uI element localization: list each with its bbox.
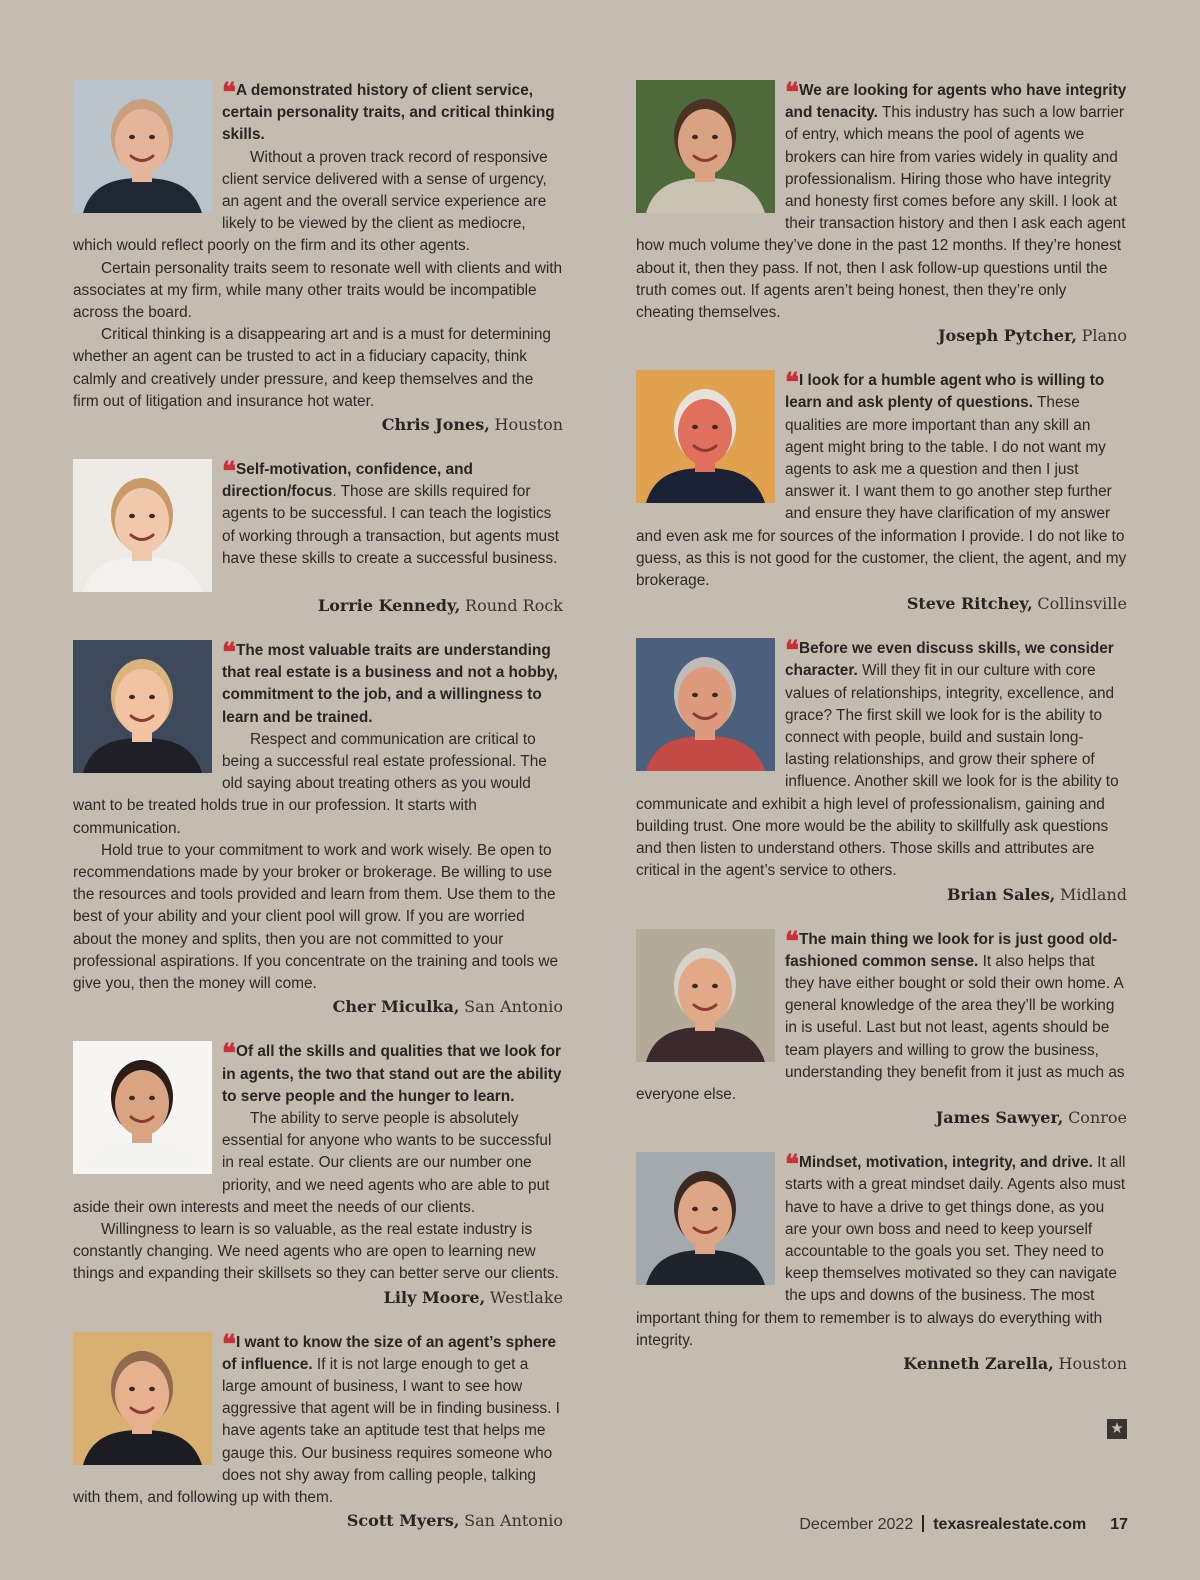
portrait-graphic bbox=[636, 370, 775, 503]
end-star-icon: ★ bbox=[1107, 1419, 1127, 1439]
quote-paragraph: The ability to serve people is absolutely essential for anyone who wants to be successful in real estate. Our clients are our number one priority, and we need agents who are able to put aside their own interests and meet the needs of our clients. bbox=[73, 1109, 552, 1216]
page-number: 17 bbox=[1110, 1516, 1128, 1533]
headshot-photo bbox=[636, 929, 775, 1062]
broker-city: Conroe bbox=[1068, 1108, 1127, 1128]
quote-lead: I want to know the size of an agent’s sphere of influence. bbox=[222, 1333, 557, 1373]
quote-lead: Before we even discuss skills, we consider character. bbox=[785, 640, 1114, 680]
portrait-graphic bbox=[73, 640, 212, 773]
broker-name: Brian Sales, bbox=[946, 884, 1056, 904]
quote-body: It all starts with a great mindset daily. Agents also must have to have a drive to get things done, as you are your own boss and need to keep yourself accountable to the goals you set. They need to keep themselves motivated so they can navigate the ups and downs of the business. The most important thing for them to remember is to always do everything with integrity. bbox=[636, 1154, 1126, 1349]
attribution bbox=[636, 592, 1127, 616]
portrait-graphic bbox=[73, 459, 212, 592]
headshot-photo bbox=[636, 638, 775, 771]
attribution bbox=[73, 594, 563, 618]
quote-lead: I look for a humble agent who is willing to learn and ask plenty of questions. bbox=[785, 372, 1105, 412]
attribution bbox=[73, 413, 563, 437]
broker-city: Round Rock bbox=[465, 596, 563, 616]
quote-mark-icon: ❝ bbox=[222, 1041, 234, 1070]
quote-mark-icon: ❝ bbox=[785, 370, 797, 399]
footer-divider bbox=[922, 1515, 924, 1532]
quote-lead: A demonstrated history of client service, certain personality traits, and critical thinking skills. bbox=[222, 82, 555, 144]
quote-mark-icon: ❝ bbox=[785, 928, 797, 957]
page-footer bbox=[799, 1515, 1128, 1534]
quote-body: If it is not large enough to get a large amount of business, I want to see how aggressive that agent will be in finding business. I have agents take an aptitude test that helps me gauge this. Our business requires someone who does not shy away from calling people, talking with them, and following up with them. bbox=[73, 1355, 560, 1506]
portrait-graphic bbox=[73, 1041, 212, 1174]
broker-city: San Antonio bbox=[464, 1511, 563, 1531]
right-column bbox=[636, 80, 1127, 1376]
footer-website-link[interactable]: texasrealestate.com bbox=[933, 1516, 1087, 1533]
quote-entry bbox=[636, 929, 1127, 1131]
broker-city: Plano bbox=[1081, 326, 1127, 346]
quote-mark-icon: ❝ bbox=[222, 1331, 234, 1360]
quote-body: These qualities are more important than any skill an agent might bring to the table. I do not want my agents to ask me a question and then I just answer it. I want them to go another step further and ensure they have clarification of my answer and even ask me for sources of the information I provide. I do not like to guess, as this is not good for the customer, the client, the agent, and my brokerage. bbox=[636, 394, 1127, 590]
broker-city: Houston bbox=[1058, 1353, 1127, 1373]
portrait-graphic bbox=[73, 1332, 212, 1465]
quote-entry bbox=[636, 370, 1127, 616]
headshot-photo bbox=[73, 640, 212, 773]
quote-lead: Mindset, motivation, integrity, and drive. bbox=[799, 1154, 1093, 1172]
quote-lead: We are looking for agents who have integrity and tenacity. bbox=[785, 82, 1127, 122]
broker-city: Collinsville bbox=[1037, 594, 1127, 614]
quote-paragraph: Willingness to learn is so valuable, as the real estate industry is constantly changing. We need agents who are open to learning new things and expanding their skillsets so they can better serve our clients. bbox=[73, 1220, 559, 1283]
portrait-graphic bbox=[636, 80, 775, 213]
broker-city: San Antonio bbox=[464, 997, 563, 1017]
headshot-photo bbox=[636, 1152, 775, 1285]
headshot-photo bbox=[636, 370, 775, 503]
headshot-photo bbox=[73, 80, 212, 213]
quote-mark-icon: ❝ bbox=[785, 80, 797, 108]
quote-mark-icon: ❝ bbox=[222, 640, 234, 669]
portrait-graphic bbox=[636, 638, 775, 771]
attribution bbox=[636, 1352, 1127, 1376]
headshot-photo bbox=[636, 80, 775, 213]
left-column bbox=[73, 80, 563, 1533]
quote-paragraph: Respect and communication are critical to being a successful real estate professional. The old saying about treating others as you would want to be treated holds true in our profession. It starts with communication. bbox=[73, 730, 547, 837]
portrait-graphic bbox=[636, 929, 775, 1062]
quote-entry bbox=[73, 1332, 563, 1534]
footer-date: December 2022 bbox=[799, 1516, 914, 1533]
broker-name: Kenneth Zarella, bbox=[903, 1353, 1054, 1373]
attribution bbox=[636, 883, 1127, 907]
quote-body: . Those are skills required for agents to be successful. I can teach the logistics of working through a transaction, but agents must have these skills to create a successful business. bbox=[222, 483, 560, 567]
broker-name: Chris Jones, bbox=[381, 415, 490, 435]
broker-city: Midland bbox=[1060, 884, 1127, 904]
broker-name: Steve Ritchey, bbox=[906, 594, 1033, 614]
portrait-graphic bbox=[636, 1152, 775, 1285]
attribution bbox=[73, 995, 563, 1019]
broker-name: Lorrie Kennedy, bbox=[318, 596, 461, 616]
quote-mark-icon: ❝ bbox=[785, 1152, 797, 1181]
quote-paragraph: Without a proven track record of responsive client service delivered with a sense of urgency, an agent and the overall service experience are likely to be viewed by the client as mediocre, which would reflect poorly on the firm and its other agents. bbox=[73, 148, 548, 255]
quote-mark-icon: ❝ bbox=[785, 638, 797, 667]
headshot-photo bbox=[73, 459, 212, 592]
quote-entry bbox=[636, 80, 1127, 348]
quote-entry bbox=[636, 1152, 1127, 1376]
quote-paragraph: Critical thinking is a disappearing art and is a must for determining whether an agent can be trusted to act in a fiduciary capacity, think calmly and creatively under pressure, and keep themselves and the firm out of litigation and insurance hot water. bbox=[73, 326, 551, 410]
headshot-photo bbox=[73, 1041, 212, 1174]
quote-entry bbox=[73, 459, 563, 618]
quote-mark-icon: ❝ bbox=[222, 459, 234, 488]
broker-name: Joseph Pytcher, bbox=[937, 326, 1077, 346]
quote-lead: Of all the skills and qualities that we look for in agents, the two that stand out are the ability to serve people and the hunger to learn. bbox=[222, 1043, 562, 1105]
quote-paragraph: Certain personality traits seem to resonate well with clients and with associates at my firm, while many other traits would be incompatible across the board. bbox=[73, 259, 563, 322]
portrait-graphic bbox=[73, 80, 212, 213]
attribution bbox=[73, 1509, 563, 1533]
attribution bbox=[636, 324, 1127, 348]
attribution bbox=[636, 1106, 1127, 1130]
quote-lead: The main thing we look for is just good old-fashioned common sense. bbox=[785, 930, 1118, 970]
quote-entry bbox=[73, 1041, 563, 1309]
quote-body: Will they fit in our culture with core values of relationships, integrity, excellence, and grace? The first skill we look for is the ability to connect with people, build and sustain long-lasting relationships, and grow their sphere of influence. Another skill we look for is the ability to communicate and exhibit a high level of professionalism, gaining and building trust. One more would be the ability to skillfully ask questions and then listen to understand others. Those skills and attributes are critical in the agent’s service to others. bbox=[636, 662, 1119, 880]
quote-entry bbox=[636, 638, 1127, 906]
quote-body: This industry has such a low barrier of entry, which means the pool of agents we brokers can hire from varies widely in quality and professionalism. Hiring those who have integrity and honesty first comes before any skill. I look at their transaction history and then I ask each agent how much volume they’ve done in the past 12 months. If they’re honest about it, then they pass. If not, then I ask follow-up questions until the truth comes out. If agents aren’t being honest, then they’re only cheating themselves. bbox=[636, 104, 1126, 322]
quote-lead: Self-motivation, confidence, and direction/focus bbox=[222, 461, 473, 501]
quote-lead: The most valuable traits are understanding that real estate is a business and not a hobby, commitment to the job, and a willingness to learn and be trained. bbox=[222, 642, 558, 726]
quote-entry bbox=[73, 640, 563, 1019]
broker-name: Lily Moore, bbox=[383, 1287, 486, 1307]
broker-city: Houston bbox=[494, 415, 563, 435]
quote-paragraph: Hold true to your commitment to work and work wisely. Be open to recommendations made by your broker or brokerage. Be willing to use the resources and tools provided and learn from them. Use them to the best of your ability and your client pool will grow. If you are worried about the money and splits, then you are not committed to your professional aspirations. If you concentrate on the training and tools we give you, then the money will come. bbox=[73, 841, 559, 993]
broker-name: James Sawyer, bbox=[935, 1108, 1064, 1128]
broker-city: Westlake bbox=[489, 1287, 563, 1307]
broker-name: Scott Myers, bbox=[346, 1511, 460, 1531]
quote-body: It also helps that they have either bought or sold their own home. A general knowledge of the area they’ll be working in is useful. Last but not least, agents should be team players and willing to grow the business, understanding they benefit from it just as much as everyone else. bbox=[636, 952, 1125, 1103]
quote-entry bbox=[73, 80, 563, 437]
quote-mark-icon: ❝ bbox=[222, 80, 234, 108]
attribution bbox=[73, 1286, 563, 1310]
headshot-photo bbox=[73, 1332, 212, 1465]
broker-name: Cher Miculka, bbox=[332, 997, 460, 1017]
